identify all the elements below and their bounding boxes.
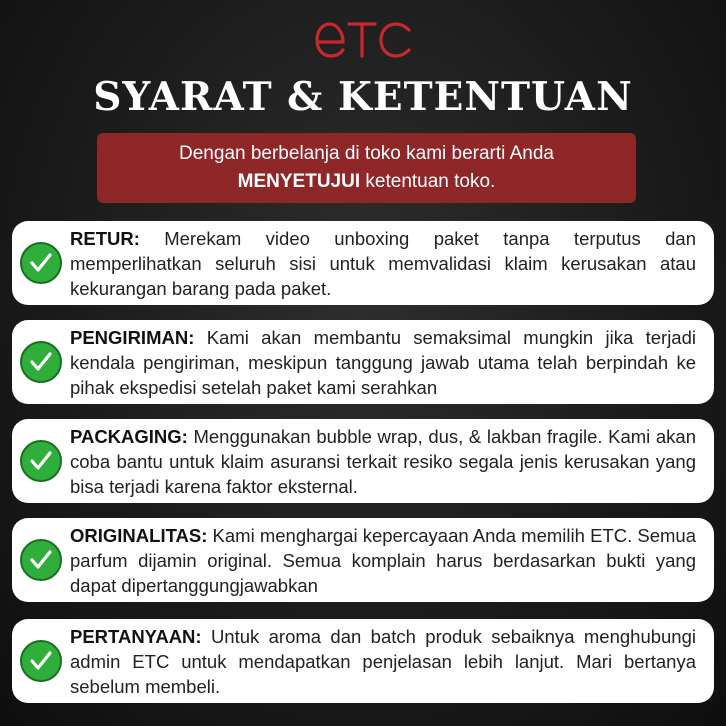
term-body: Kami akan membantu semaksimal mungkin jika terjadi kendala pengiriman, meskipun tanggung jawab utama telah berpindah ke pihak ekspedisi setelah paket kami serahkan <box>70 327 696 398</box>
term-body: Untuk aroma dan batch produk sebaiknya menghubungi admin ETC untuk mendapatkan penjelasan lebih lanjut. Mari bertanya sebelum membeli. <box>70 626 696 697</box>
term-label: PERTANYAAN: <box>70 626 202 647</box>
term-text <box>70 226 696 301</box>
etc-logo <box>313 18 413 62</box>
check-icon <box>20 640 62 682</box>
term-body: Merekam video unboxing paket tanpa terputus dan memperlihatkan seluruh sisi untuk memvalidasi klaim kerusakan atau kekurangan barang pada paket. <box>70 228 696 299</box>
term-card-pertanyaan <box>12 619 714 703</box>
term-card-retur <box>12 221 714 305</box>
banner-line1: Dengan berbelanja di toko kami berarti Anda <box>179 143 554 164</box>
term-label: PENGIRIMAN: <box>70 327 195 348</box>
term-card-packaging <box>12 419 714 503</box>
banner-bold: MENYETUJUI <box>237 171 361 192</box>
term-label: PACKAGING: <box>70 426 188 447</box>
term-text <box>70 624 696 699</box>
brand-logo <box>0 18 726 62</box>
term-body: Menggunakan bubble wrap, dus, & lakban fragile. Kami akan coba bantu untuk klaim asuransi terkait resiko segala jenis kerusakan yang bisa terjadi karena faktor eksternal. <box>70 426 696 497</box>
banner-line2 <box>97 168 636 196</box>
agreement-banner <box>97 133 636 203</box>
term-card-originalitas <box>12 518 714 602</box>
term-label: ORIGINALITAS: <box>70 525 208 546</box>
check-icon <box>20 440 62 482</box>
term-text <box>70 424 696 499</box>
term-label: RETUR: <box>70 228 140 249</box>
term-text <box>70 523 696 598</box>
check-icon <box>20 539 62 581</box>
term-text <box>70 325 696 400</box>
check-icon <box>20 242 62 284</box>
term-body: Kami menghargai kepercayaan Anda memilih ETC. Semua parfum dijamin original. Semua komplain harus berdasarkan bukti yang dapat dipertanggungjawabkan <box>70 525 696 596</box>
page-title: SYARAT & KETENTUAN <box>93 74 633 120</box>
banner-rest: ketentuan toko. <box>360 171 496 192</box>
term-card-pengiriman <box>12 320 714 404</box>
check-icon <box>20 341 62 383</box>
